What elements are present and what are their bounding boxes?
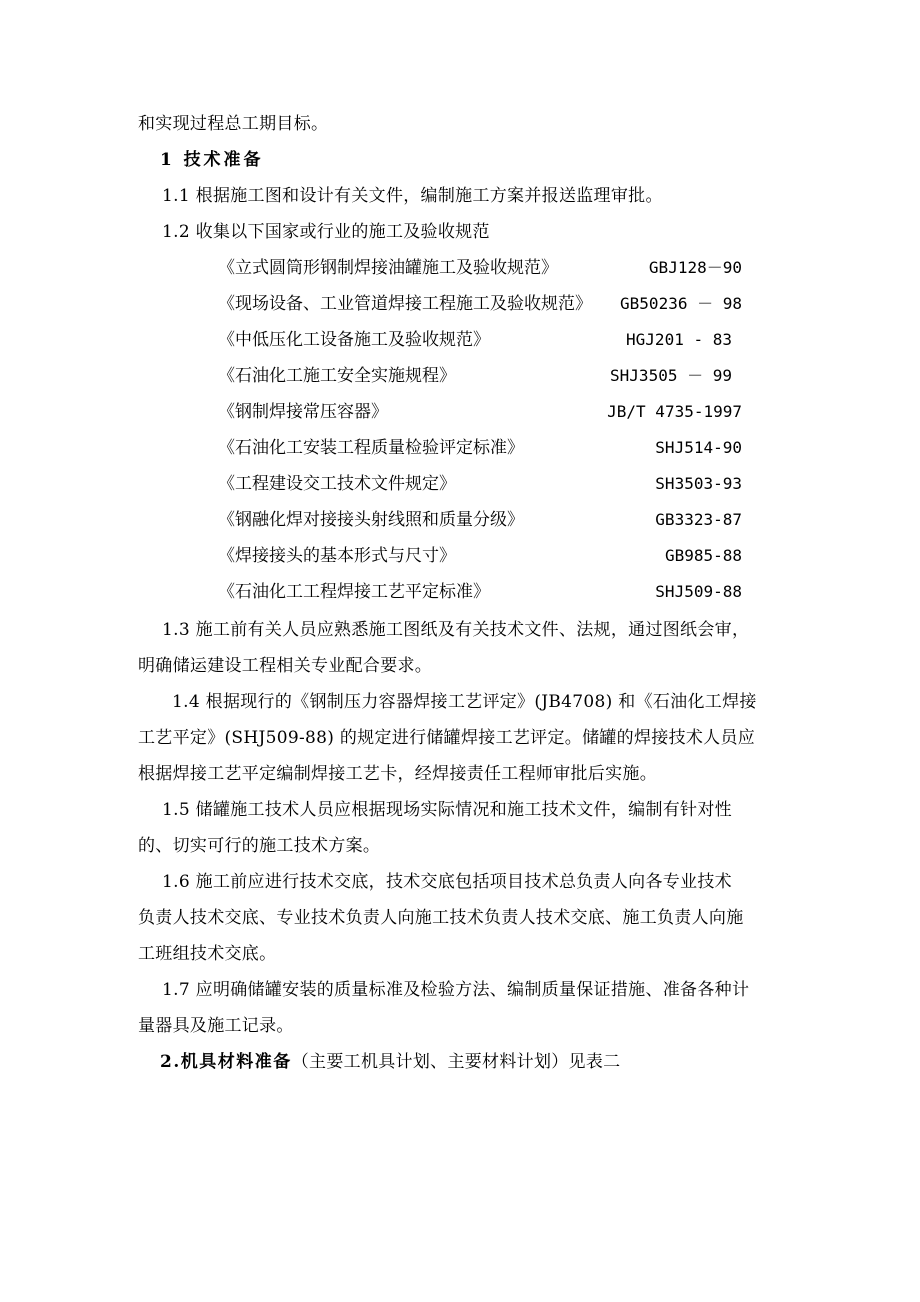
paragraph-1-4-line-2: 工艺平定》(SHJ509-88) 的规定进行储罐焊接工艺评定。储罐的焊接技术人员应 [138,728,756,748]
paragraph-1-6-line-2: 负责人技术交底、专业技术负责人向施工技术负责人技术交底、施工负责人向施 [138,908,744,928]
section-heading-2 [160,1050,620,1074]
paragraph-1-1: 1.1 根据施工图和设计有关文件，编制施工方案并报送监理审批。 [162,186,663,206]
standard-name: 《工程建设交工技术文件规定》 [218,474,456,494]
paragraph-1-6-line-1: 1.6 施工前应进行技术交底，技术交底包括项目技术总负责人向各专业技术 [162,872,732,892]
section-number: 1 [160,150,173,170]
standard-name: 《石油化工安装工程质量检验评定标准》 [218,438,524,458]
standard-row [218,364,748,388]
standard-code: SHJ514-90 [655,438,742,457]
paragraph-1-3-line-1: 1.3 施工前有关人员应熟悉施工图纸及有关技术文件、法规，通过图纸会审， [162,620,750,640]
standard-code: HGJ201 - 83 [626,330,732,349]
paragraph-1-3-line-2: 明确储运建设工程相关专业配合要求。 [138,656,433,676]
paragraph-1-5-line-2: 的、切实可行的施工技术方案。 [138,836,381,856]
standard-code: SHJ3505 － 99 [610,366,732,385]
standard-code: GB3323-87 [655,510,742,529]
standard-row [218,544,748,568]
section-heading-1 [160,148,264,172]
standard-row [218,292,748,316]
paragraph-1-7-line-1: 1.7 应明确储罐安装的质量标准及检验方法、编制质量保证措施、准备各种计 [162,980,750,1000]
paragraph-1-5-line-1: 1.5 储罐施工技术人员应根据现场实际情况和施工技术文件，编制有针对性 [162,800,732,820]
standard-name: 《石油化工施工安全实施规程》 [218,366,456,386]
paragraph-1-6-line-3: 工班组技术交底。 [138,944,277,964]
continuation-line: 和实现过程总工期目标。 [138,114,329,134]
standard-row [218,580,748,604]
standard-row [218,508,748,532]
standard-row [218,256,748,280]
standard-name: 《焊接接头的基本形式与尺寸》 [218,546,456,566]
standard-code: GBJ128－90 [648,258,742,277]
section-title: 2.机具材料准备 [160,1052,292,1072]
paragraph-1-4-line-1: 1.4 根据现行的《钢制压力容器焊接工艺评定》(JB4708) 和《石油化工焊接 [172,692,757,712]
standard-name: 《石油化工工程焊接工艺平定标准》 [218,582,490,602]
standard-row [218,436,748,460]
standard-code: SH3503-93 [655,474,742,493]
standard-code: GB985-88 [664,546,742,565]
standard-row [218,472,748,496]
section-title: 技术准备 [183,150,264,170]
paragraph-1-4-line-3: 根据焊接工艺平定编制焊接工艺卡，经焊接责任工程师审批后实施。 [138,764,657,784]
standard-code: SHJ509-88 [655,582,742,601]
standard-row [218,400,748,424]
section-title-note: （主要工机具计划、主要材料计划）见表二 [291,1052,621,1072]
standard-code: JB/T 4735-1997 [607,402,742,421]
standard-code: GB50236 － 98 [620,294,742,313]
standard-name: 《钢融化焊对接接头射线照和质量分级》 [218,510,524,530]
standard-name: 《钢制焊接常压容器》 [218,402,388,422]
standard-name: 《立式圆筒形钢制焊接油罐施工及验收规范》 [218,258,558,278]
paragraph-1-2: 1.2 收集以下国家或行业的施工及验收规范 [162,222,490,242]
standard-name: 《中低压化工设备施工及验收规范》 [218,330,490,350]
standard-row [218,328,748,352]
standard-name: 《现场设备、工业管道焊接工程施工及验收规范》 [218,294,592,314]
paragraph-1-7-line-2: 量器具及施工记录。 [138,1016,294,1036]
